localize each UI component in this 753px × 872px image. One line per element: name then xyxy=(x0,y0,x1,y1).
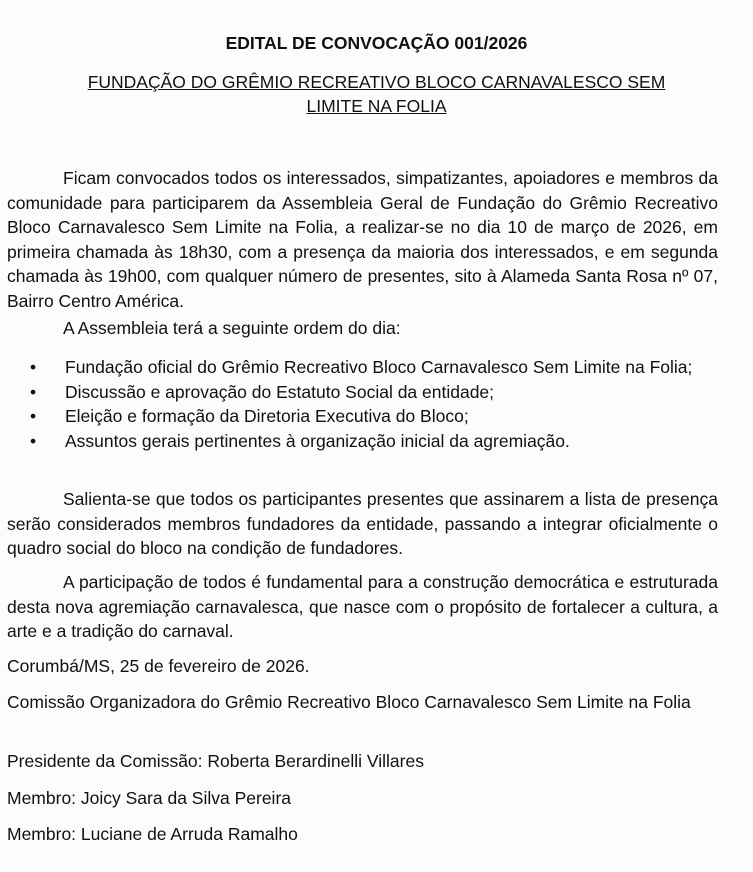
committee-member-2: Membro: Luciane de Arruda Ramalho xyxy=(7,824,298,844)
subtitle-line-1: FUNDAÇÃO DO GRÊMIO RECREATIVO BLOCO CARNAVALESCO SEM xyxy=(87,72,666,92)
participation-paragraph: A participação de todos é fundamental para a construção democrática e estruturada desta nova agremiação carnavalesca, que nasce com o propósito de fortalecer a cultura, a arte e a tradição do carnaval. xyxy=(7,572,718,641)
committee-president: Presidente da Comissão: Roberta Berardinelli Villares xyxy=(7,751,424,771)
agenda-intro: A Assembleia terá a seguinte ordem do dia: xyxy=(63,318,401,338)
agenda-item: • Eleição e formação da Diretoria Executiva do Bloco; xyxy=(7,404,718,429)
agenda-item: • Fundação oficial do Grêmio Recreativo Bloco Carnavalesco Sem Limite na Folia; xyxy=(7,355,718,380)
committee-member-1: Membro: Joicy Sara da Silva Pereira xyxy=(7,788,291,808)
convocation-paragraph: Ficam convocados todos os interessados, simpatizantes, apoiadores e membros da comunidade para participarem da Assembleia Geral de Fundação do Grêmio Recreativo Bloco Carnavalesco Sem Limite na Folia, a realizar-se no dia 10 de março de 2026, em primeira chamada às 18h30, com a presença da maioria dos interessados, e em segunda chamada às 19h00, com qualquer número de presentes, sito à Alameda Santa Rosa nº 07, Bairro Centro América. xyxy=(7,168,718,311)
founders-paragraph: Salienta-se que todos os participantes presentes que assinarem a lista de presença serão considerados membros fundadores da entidade, passando a integrar oficialmente o quadro social do bloco na condição de fundadores. xyxy=(7,489,718,558)
agenda-item: • Assuntos gerais pertinentes à organização inicial da agremiação. xyxy=(7,429,718,454)
committee-signature: Comissão Organizadora do Grêmio Recreativo Bloco Carnavalesco Sem Limite na Folia xyxy=(7,692,691,712)
agenda-item: • Discussão e aprovação do Estatuto Social da entidade; xyxy=(7,380,718,405)
agenda-list xyxy=(7,355,718,453)
place-date: Corumbá/MS, 25 de fevereiro de 2026. xyxy=(7,656,310,676)
document-subtitle xyxy=(0,70,753,118)
subtitle-line-2: LIMITE NA FOLIA xyxy=(306,96,447,116)
document-title: EDITAL DE CONVOCAÇÃO 001/2026 xyxy=(225,33,528,53)
